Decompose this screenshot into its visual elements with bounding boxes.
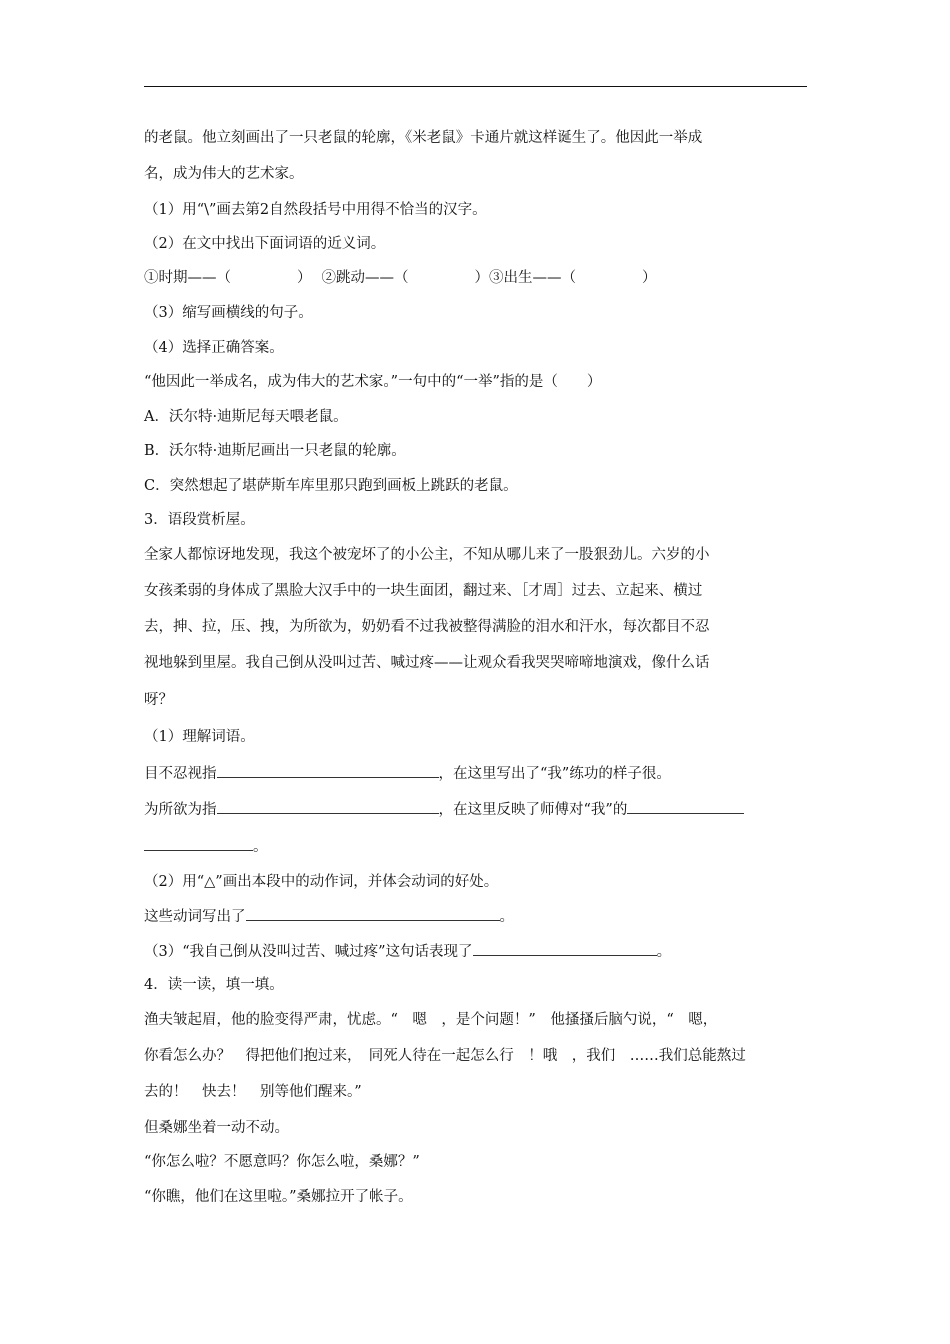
question-4: （4）选择正确答案。 [144, 340, 284, 356]
synonym-item-a: ①时期——（ [144, 270, 231, 286]
answer-blank[interactable] [217, 799, 439, 814]
passage-line: 呀？ [144, 692, 173, 708]
passage-line: 视地躲到里屋。我自己倒从没叫过苦、喊过疼——让观众看我哭哭啼啼地演戏，像什么话 [144, 655, 710, 671]
fill-line: 。 [144, 836, 807, 857]
section-4-title: 4．读一读，填一填。 [144, 977, 284, 993]
fill-line: 目不忍视指 ，在这里写出了“我”练功的样子很。 [144, 763, 807, 784]
answer-blank[interactable] [473, 941, 657, 956]
section-3-question-2: （2）用“△”画出本段中的动作词，并体会动词的好处。 [144, 874, 499, 890]
header-rule [144, 86, 807, 87]
passage-line: “你瞧，他们在这里啦。”桑娜拉开了帐子。 [144, 1189, 413, 1205]
passage-line: 渔夫皱起眉，他的脸变得严肃，忧虑。“ 嗯 ，是个问题！” 他搔搔后脑勺说，“ 嗯， [144, 1012, 718, 1028]
fill-line: （3）“我自己倒从没叫过苦、喊过疼”这句话表现了 。 [144, 941, 807, 962]
option-a[interactable]: A．沃尔特·迪斯尼每天喂老鼠。 [144, 409, 348, 425]
passage-line: 全家人都惊讶地发现，我这个被宠坏了的小公主，不知从哪儿来了一股狠劲儿。六岁的小 [144, 547, 710, 563]
question-4-stem: “他因此一举成名，成为伟大的艺术家。”一句中的“一举”指的是（ ） [144, 374, 602, 390]
passage-line: 女孩柔弱的身体成了黑脸大汉手中的一块生面团，翻过来、［才周］过去、立起来、横过 [144, 583, 703, 599]
answer-blank[interactable] [144, 836, 253, 851]
passage-line: 但桑娜坐着一动不动。 [144, 1120, 289, 1136]
answer-blank[interactable] [627, 799, 744, 814]
option-b[interactable]: B．沃尔特·迪斯尼画出一只老鼠的轮廓。 [144, 443, 406, 459]
question-2: （2）在文中找出下面词语的近义词。 [144, 236, 386, 252]
question-3: （3）缩写画横线的句子。 [144, 305, 313, 321]
passage-line: 的老鼠。他立刻画出了一只老鼠的轮廓，《米老鼠》卡通片就这样诞生了。他因此一举成 [144, 130, 703, 146]
section-3-title: 3．语段赏析屋。 [144, 512, 255, 528]
passage-line: 名，成为伟大的艺术家。 [144, 166, 304, 182]
question-1: （1）用“\”画去第2自然段括号中用得不恰当的汉字。 [144, 202, 487, 218]
option-c[interactable]: C．突然想起了堪萨斯车库里那只跑到画板上跳跃的老鼠。 [144, 478, 518, 494]
answer-blank[interactable] [246, 906, 500, 921]
fill-line: 这些动词写出了 。 [144, 906, 807, 927]
passage-line: “你怎么啦？不愿意吗？你怎么啦，桑娜？” [144, 1154, 420, 1170]
fill-line: 为所欲为指 ，在这里反映了师傅对“我”的 [144, 799, 807, 820]
passage-line: 去，抻、拉，压、拽，为所欲为，奶奶看不过我被整得满脸的泪水和汗水，每次都目不忍 [144, 619, 710, 635]
synonym-item-c: ③出生——（ [489, 270, 576, 286]
passage-line: 你看怎么办？ 得把他们抱过来， 同死人待在一起怎么行 ！哦 ，我们 ……我们总能熬过 [144, 1048, 746, 1064]
synonym-items: ①时期——（ ） ②跳动——（ ）③出生——（ ） [144, 270, 657, 286]
synonym-item-b: ②跳动——（ [321, 270, 409, 286]
section-3-question-1: （1）理解词语。 [144, 729, 255, 745]
passage-line: 去的！ 快去！ 别等他们醒来。” [144, 1084, 362, 1100]
answer-blank[interactable] [217, 763, 439, 778]
